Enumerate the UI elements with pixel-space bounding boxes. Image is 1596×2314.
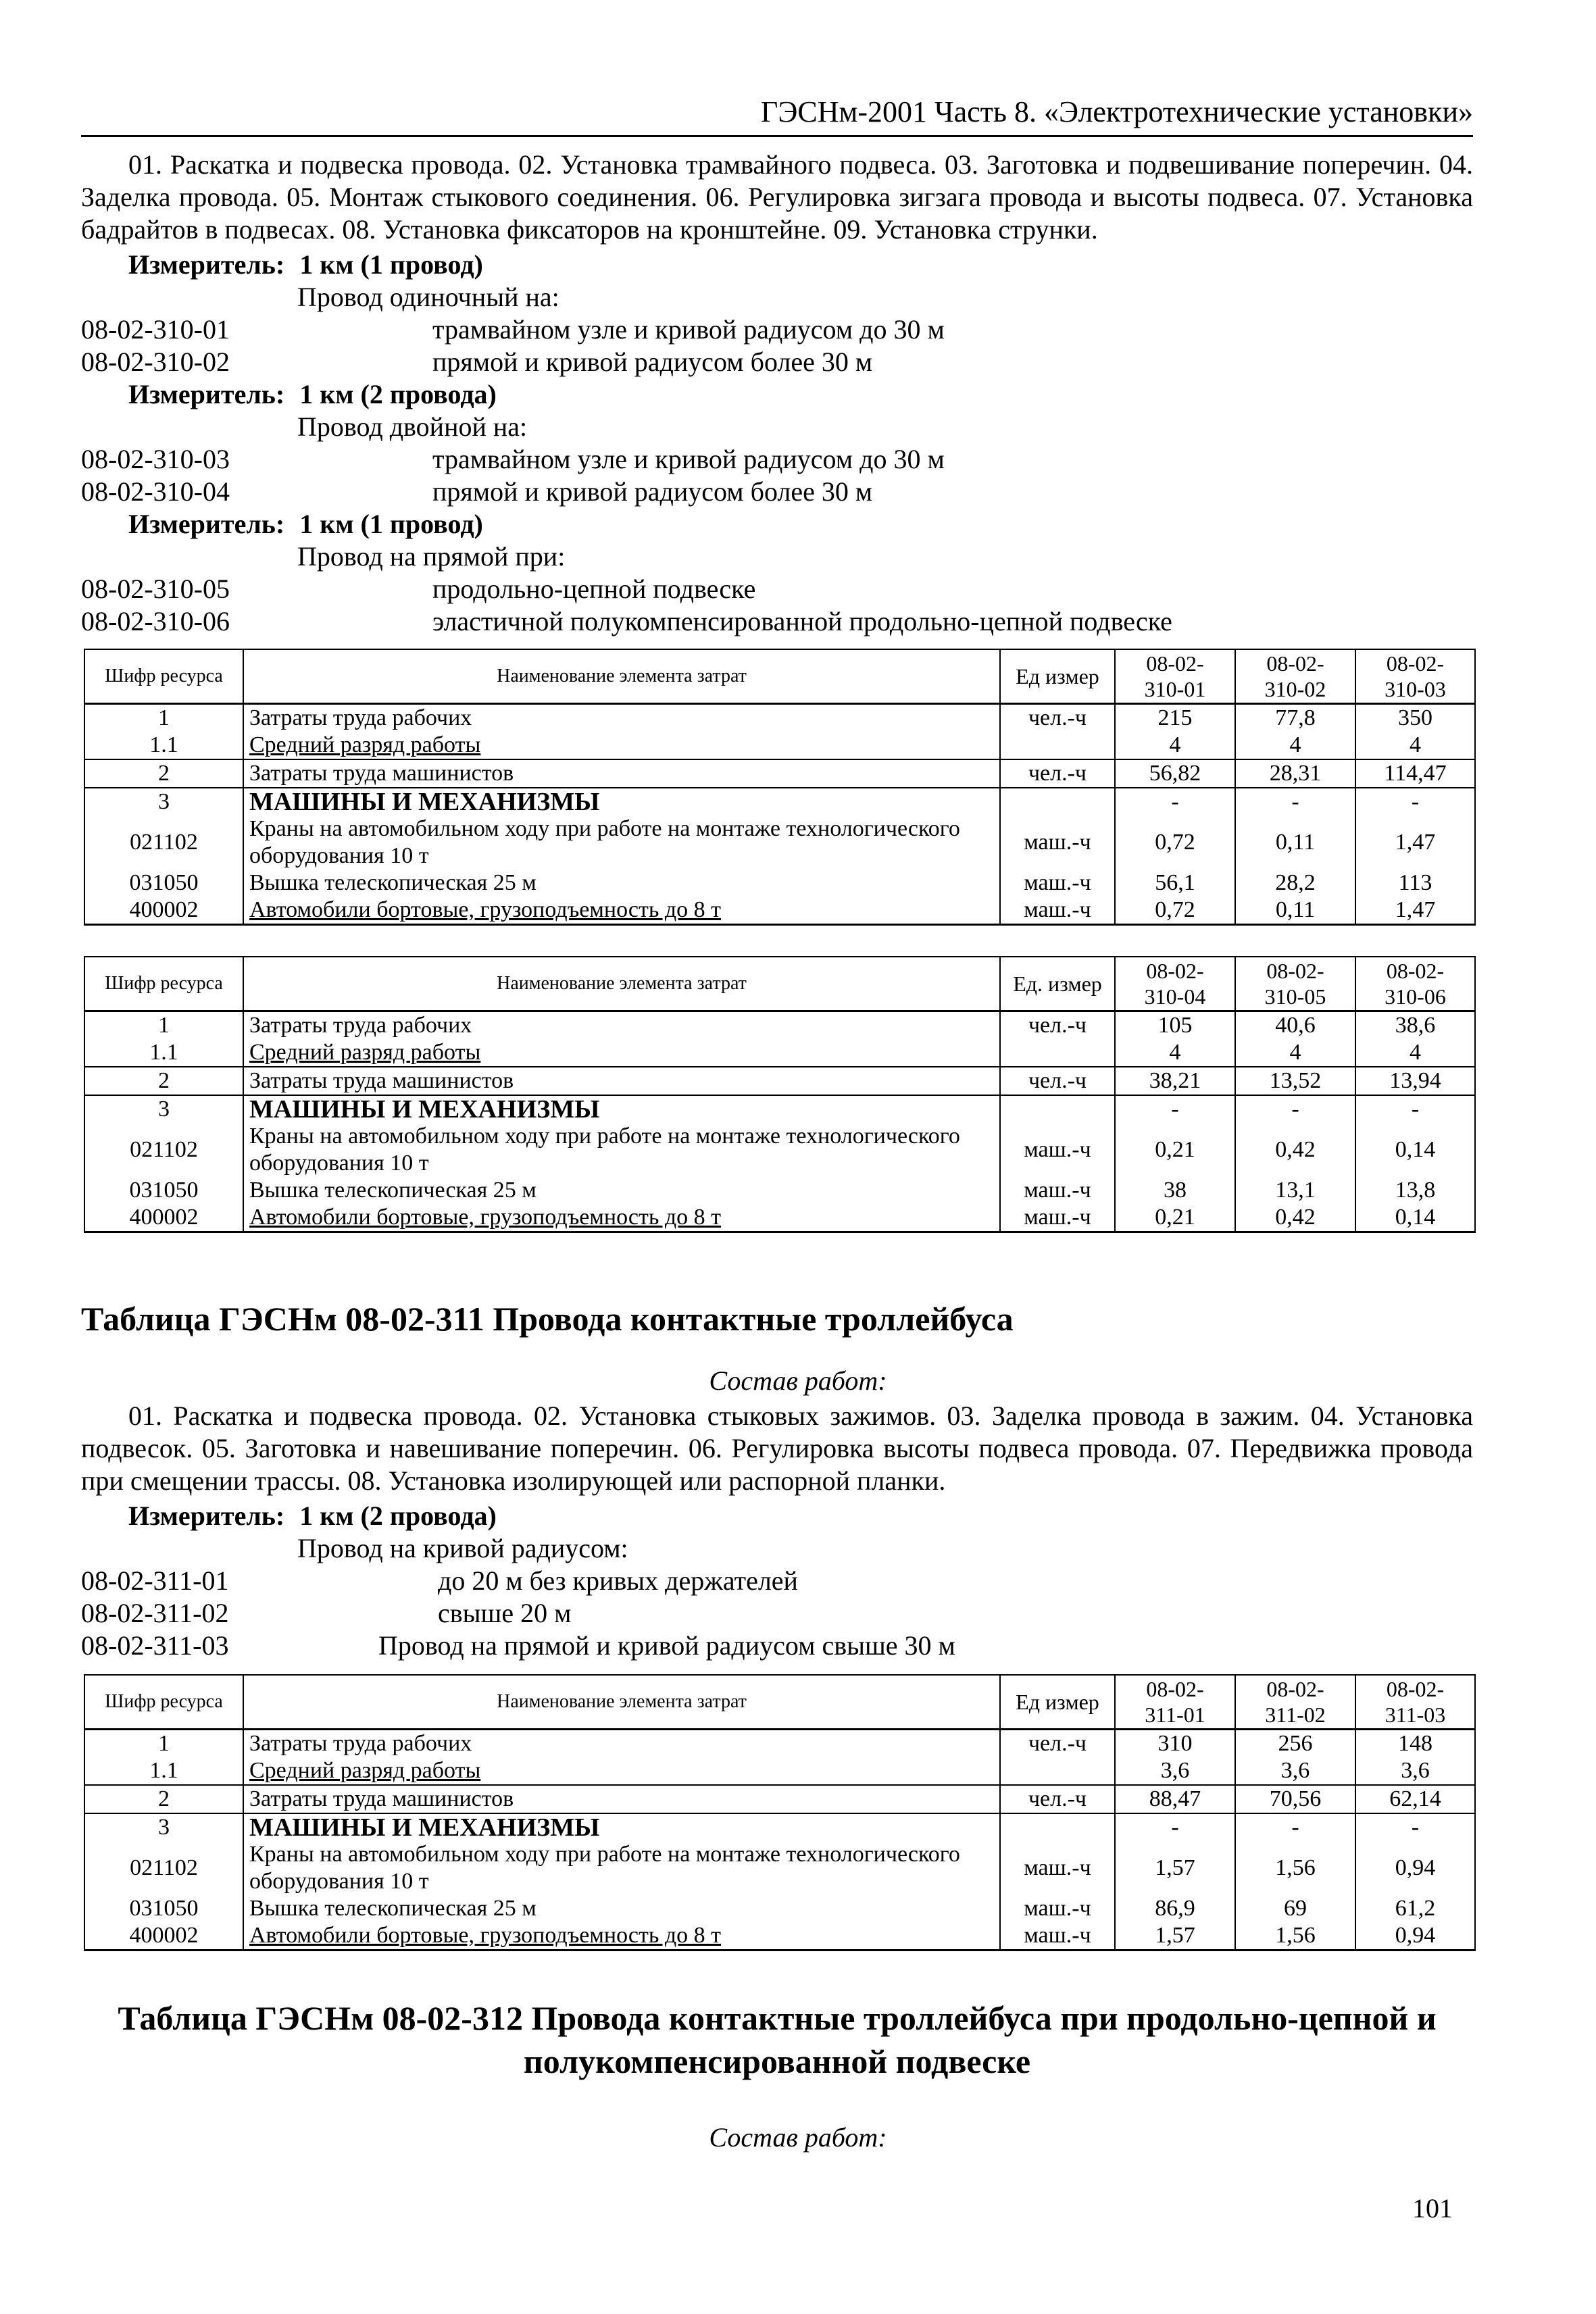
cell-code: 2 (84, 1067, 243, 1095)
header-norm-suffix: 310-01 (1144, 677, 1206, 701)
cell-name: МАШИНЫ И МЕХАНИЗМЫ (243, 1095, 1000, 1123)
cell-code: 021102 (84, 1123, 243, 1177)
header-name: Наименование элемента затрат (243, 957, 1000, 1011)
table-title-312 (81, 1996, 1473, 2083)
cell-code: 400002 (84, 1204, 243, 1232)
header-name: Наименование элемента затрат (243, 649, 1000, 704)
cell-code: 1.1 (84, 1757, 243, 1785)
header-norm-suffix: 310-02 (1264, 677, 1326, 701)
cell-code: 1.1 (84, 1039, 243, 1067)
measure-label: Измеритель: (128, 1501, 285, 1531)
measure-310-2 (128, 378, 497, 411)
item-code: 08-02-310-03 (81, 444, 230, 474)
cell-code: 031050 (84, 1177, 243, 1204)
item-row (81, 605, 1473, 638)
cell-unit: маш.-ч (1000, 1922, 1115, 1951)
table-row (84, 1095, 1475, 1123)
header-code: Шифр ресурса (84, 1675, 243, 1730)
cell-name: Затраты труда рабочих (243, 1730, 1000, 1758)
table-row (84, 1922, 1475, 1951)
cell-code: 031050 (84, 1895, 243, 1922)
running-header: ГЭСНм-2001 Часть 8. «Электротехнические установки» (81, 95, 1473, 137)
cell-code: 3 (84, 1095, 243, 1123)
table-row (84, 815, 1475, 870)
table-row (84, 870, 1475, 897)
cell-value: 77,8 (1235, 704, 1355, 732)
cell-name: Краны на автомобильном ходу при работе на монтаже технологического оборудования 10 т (243, 1123, 1000, 1177)
item-code: 08-02-311-03 (81, 1630, 229, 1661)
header-norm-v3 (1355, 1675, 1475, 1730)
header-unit: Ед измер (1000, 1675, 1115, 1730)
cell-code: 031050 (84, 870, 243, 897)
resource-table-311 (84, 1674, 1476, 1951)
cell-unit: чел.-ч (1000, 704, 1115, 732)
composition-label: Состав работ: (709, 1365, 887, 1396)
cell-value: 0,21 (1115, 1204, 1235, 1232)
header-norm-suffix: 311-03 (1385, 1703, 1446, 1727)
header-norm-v1 (1115, 649, 1235, 704)
item-row (81, 1597, 1473, 1630)
cell-unit (1000, 1095, 1115, 1123)
table-row (84, 1813, 1475, 1841)
cell-value: 0,14 (1355, 1204, 1475, 1232)
header-norm-v1 (1115, 1675, 1235, 1730)
item-code: 08-02-311-01 (81, 1565, 229, 1596)
item-text: трамвайном узле и кривой радиусом до 30 м (432, 314, 945, 345)
table-header-row (84, 957, 1475, 1011)
cell-value: - (1235, 1095, 1355, 1123)
measure-value: 1 км (2 провода) (299, 1501, 497, 1531)
cell-value: 1,47 (1355, 815, 1475, 870)
measure-label: Измеритель: (128, 379, 285, 409)
header-code: Шифр ресурса (84, 957, 243, 1011)
table-header-row (84, 649, 1475, 704)
item-text: продольно-цепной подвеске (432, 574, 756, 604)
cell-value: - (1355, 788, 1475, 815)
cell-name: Затраты труда машинистов (243, 759, 1000, 788)
cell-unit (1000, 1039, 1115, 1067)
item-row (81, 573, 1473, 605)
resource-table-310-a (84, 649, 1476, 926)
cell-value: 1,57 (1115, 1922, 1235, 1951)
item-text: свыше 20 м (438, 1598, 572, 1628)
item-row (81, 476, 1473, 508)
cell-value: 13,1 (1235, 1177, 1355, 1204)
item-row (81, 1565, 1473, 1597)
cell-unit: маш.-ч (1000, 815, 1115, 870)
header-norm-v1 (1115, 957, 1235, 1011)
header-norm-suffix: 311-02 (1265, 1703, 1326, 1727)
header-unit: Ед измер (1000, 649, 1115, 704)
cell-code: 2 (84, 759, 243, 788)
cell-value: 105 (1115, 1011, 1235, 1040)
cell-value: - (1355, 1095, 1475, 1123)
item-code: 08-02-310-06 (81, 606, 230, 636)
cell-name: МАШИНЫ И МЕХАНИЗМЫ (243, 1813, 1000, 1841)
header-norm-prefix: 08-02- (1386, 959, 1445, 983)
table-row (84, 1011, 1475, 1040)
cell-code: 400002 (84, 897, 243, 925)
cell-unit (1000, 1813, 1115, 1841)
subheading-310-1: Провод одиночный на: (297, 282, 559, 312)
cell-name: Затраты труда машинистов (243, 1785, 1000, 1813)
cell-code: 3 (84, 1813, 243, 1841)
header-norm-suffix: 310-05 (1264, 984, 1326, 1009)
item-code: 08-02-311-02 (81, 1598, 229, 1628)
cell-value: 69 (1235, 1895, 1355, 1922)
cell-value: 38,6 (1355, 1011, 1475, 1040)
cell-value: 3,6 (1355, 1757, 1475, 1785)
cell-value: 1,47 (1355, 897, 1475, 925)
cell-value: 62,14 (1355, 1785, 1475, 1813)
cell-value: 3,6 (1235, 1757, 1355, 1785)
subheading-310-2: Провод двойной на: (297, 411, 528, 442)
cell-name: Затраты труда рабочих (243, 1011, 1000, 1040)
header-norm-prefix: 08-02- (1266, 651, 1324, 676)
cell-value: 310 (1115, 1730, 1235, 1758)
cell-name: Вышка телескопическая 25 м (243, 1177, 1000, 1204)
cell-unit: чел.-ч (1000, 759, 1115, 788)
table-row (84, 788, 1475, 815)
cell-value: - (1355, 1813, 1475, 1841)
cell-code: 021102 (84, 815, 243, 870)
cell-code: 2 (84, 1785, 243, 1813)
cell-code: 1.1 (84, 732, 243, 759)
measure-label: Измеритель: (128, 509, 285, 539)
item-row (81, 1630, 1473, 1662)
measure-310-3 (128, 508, 483, 540)
table-row (84, 1067, 1475, 1095)
item-code: 08-02-310-04 (81, 476, 230, 507)
cell-value: 56,1 (1115, 870, 1235, 897)
cell-value: 256 (1235, 1730, 1355, 1758)
cell-name: Автомобили бортовые, грузоподъемность до 8 т (243, 897, 1000, 925)
cell-value: 28,31 (1235, 759, 1355, 788)
table-row (84, 1177, 1475, 1204)
item-code: 08-02-310-01 (81, 314, 230, 345)
cell-value: 215 (1115, 704, 1235, 732)
cell-name: Средний разряд работы (243, 732, 1000, 759)
cell-unit: маш.-ч (1000, 1841, 1115, 1895)
header-norm-v2 (1235, 1675, 1355, 1730)
item-text: Провод на прямой и кривой радиусом свыше 30 м (378, 1630, 955, 1661)
cell-name: Краны на автомобильном ходу при работе на монтаже технологического оборудования 10 т (243, 1841, 1000, 1895)
cell-value: - (1115, 1095, 1235, 1123)
item-text: до 20 м без кривых держателей (438, 1565, 798, 1596)
cell-unit (1000, 732, 1115, 759)
cell-value: - (1235, 1813, 1355, 1841)
header-norm-prefix: 08-02- (1146, 959, 1204, 983)
table-title-312-line2: полукомпенсированной подвеске (523, 2042, 1031, 2080)
cell-value: 0,42 (1235, 1204, 1355, 1232)
table-title-312-line1: Таблица ГЭСНм 08-02-312 Провода контактные троллейбуса при продольно-цепной и (118, 1999, 1437, 2037)
page-number: 101 (1412, 2193, 1453, 2223)
cell-value: 4 (1355, 732, 1475, 759)
cell-value: 4 (1115, 1039, 1235, 1067)
header-norm-prefix: 08-02- (1146, 1677, 1204, 1701)
header-norm-v3 (1355, 957, 1475, 1011)
header-norm-prefix: 08-02- (1266, 959, 1324, 983)
cell-name: Затраты труда рабочих (243, 704, 1000, 732)
item-code: 08-02-310-02 (81, 347, 230, 377)
cell-unit: маш.-ч (1000, 1177, 1115, 1204)
work-composition-311: 01. Раскатка и подвеска провода. 02. Установка стыковых зажимов. 03. Заделка провода в зажим. 04. Установка подвесок. 05. Заготовка и навешивание поперечин. 06. Регулировка высоты подвеса провода. 07. Передвижка провода при смещении трассы. 08. Установка изолирующей или распорной планки. (81, 1401, 1473, 1496)
cell-value: 1,56 (1235, 1922, 1355, 1951)
cell-value: 61,2 (1355, 1895, 1475, 1922)
table-row (84, 1841, 1475, 1895)
header-norm-suffix: 311-01 (1145, 1703, 1205, 1727)
cell-code: 1 (84, 704, 243, 732)
measure-value: 1 км (1 провод) (299, 249, 483, 280)
cell-value: 1,57 (1115, 1841, 1235, 1895)
cell-value: 4 (1235, 1039, 1355, 1067)
measure-value: 1 км (2 провода) (299, 379, 497, 409)
resource-table-310-b (84, 956, 1476, 1233)
item-text: трамвайном узле и кривой радиусом до 30 м (432, 444, 945, 474)
cell-value: 70,56 (1235, 1785, 1355, 1813)
table-row (84, 759, 1475, 788)
header-norm-suffix: 310-03 (1385, 677, 1446, 701)
header-unit: Ед. измер (1000, 957, 1115, 1011)
table-row (84, 732, 1475, 759)
cell-name: Затраты труда машинистов (243, 1067, 1000, 1095)
cell-code: 1 (84, 1730, 243, 1758)
table-row (84, 704, 1475, 732)
header-norm-v2 (1235, 649, 1355, 704)
cell-unit (1000, 1757, 1115, 1785)
item-code: 08-02-310-05 (81, 574, 230, 604)
item-row (81, 313, 1473, 346)
cell-value: 56,82 (1115, 759, 1235, 788)
cell-unit: маш.-ч (1000, 1123, 1115, 1177)
measure-label: Измеритель: (128, 249, 285, 280)
cell-value: 0,21 (1115, 1123, 1235, 1177)
cell-unit: маш.-ч (1000, 897, 1115, 925)
cell-value: 4 (1355, 1039, 1475, 1067)
cell-value: 0,14 (1355, 1123, 1475, 1177)
cell-value: 13,52 (1235, 1067, 1355, 1095)
cell-unit (1000, 788, 1115, 815)
cell-value: 113 (1355, 870, 1475, 897)
cell-code: 021102 (84, 1841, 243, 1895)
cell-unit: маш.-ч (1000, 1204, 1115, 1232)
measure-value: 1 км (1 провод) (299, 509, 483, 539)
table-row (84, 1757, 1475, 1785)
cell-name: МАШИНЫ И МЕХАНИЗМЫ (243, 788, 1000, 815)
cell-unit: чел.-ч (1000, 1011, 1115, 1040)
cell-name: Автомобили бортовые, грузоподъемность до 8 т (243, 1922, 1000, 1951)
table-row (84, 1039, 1475, 1067)
item-text: прямой и кривой радиусом более 30 м (432, 476, 873, 507)
cell-value: 13,94 (1355, 1067, 1475, 1095)
cell-value: 0,42 (1235, 1123, 1355, 1177)
cell-value: 3,6 (1115, 1757, 1235, 1785)
item-row (81, 346, 1473, 378)
cell-unit: чел.-ч (1000, 1730, 1115, 1758)
cell-name: Автомобили бортовые, грузоподъемность до 8 т (243, 1204, 1000, 1232)
table-row (84, 1204, 1475, 1232)
cell-name: Вышка телескопическая 25 м (243, 870, 1000, 897)
cell-value: 0,72 (1115, 815, 1235, 870)
header-norm-suffix: 310-06 (1385, 984, 1446, 1009)
cell-value: 0,11 (1235, 897, 1355, 925)
cell-value: - (1115, 1813, 1235, 1841)
header-code: Шифр ресурса (84, 649, 243, 704)
header-norm-suffix: 310-04 (1144, 984, 1206, 1009)
item-text: прямой и кривой радиусом более 30 м (432, 347, 873, 377)
table-row (84, 1123, 1475, 1177)
header-norm-prefix: 08-02- (1386, 651, 1445, 676)
work-composition-310: 01. Раскатка и подвеска провода. 02. Установка трамвайного подвеса. 03. Заготовка и подвешивание поперечин. 04. Заделка провода. 05. Монтаж стыкового соединения. 06. Регулировка зигзага провода и высоты подвеса. 07. Установка бадрайтов в подвесах. 08. Установка фиксаторов на кронштейне. 09. Установка струнки. (81, 149, 1473, 245)
header-norm-v3 (1355, 649, 1475, 704)
cell-value: 1,56 (1235, 1841, 1355, 1895)
header-norm-v2 (1235, 957, 1355, 1011)
cell-value: 88,47 (1115, 1785, 1235, 1813)
cell-value: 28,2 (1235, 870, 1355, 897)
header-name: Наименование элемента затрат (243, 1675, 1000, 1730)
cell-name: Вышка телескопическая 25 м (243, 1895, 1000, 1922)
cell-value: 114,47 (1355, 759, 1475, 788)
subheading-310-3: Провод на прямой при: (297, 541, 566, 572)
table-title-311: Таблица ГЭСНм 08-02-311 Провода контактные троллейбуса (81, 1300, 1014, 1338)
cell-value: 86,9 (1115, 1895, 1235, 1922)
cell-value: - (1115, 788, 1235, 815)
cell-value: 38,21 (1115, 1067, 1235, 1095)
item-row (81, 443, 1473, 476)
cell-value: 350 (1355, 704, 1475, 732)
cell-value: - (1235, 788, 1355, 815)
cell-unit: чел.-ч (1000, 1785, 1115, 1813)
composition-label-312: Состав работ: (709, 2122, 887, 2153)
cell-unit: маш.-ч (1000, 1895, 1115, 1922)
cell-value: 13,8 (1355, 1177, 1475, 1204)
table-header-row (84, 1675, 1475, 1730)
header-norm-prefix: 08-02- (1266, 1677, 1324, 1701)
table-row (84, 1785, 1475, 1813)
cell-value: 0,94 (1355, 1922, 1475, 1951)
table-row (84, 1895, 1475, 1922)
cell-value: 4 (1235, 732, 1355, 759)
cell-name: Средний разряд работы (243, 1757, 1000, 1785)
cell-value: 0,72 (1115, 897, 1235, 925)
cell-unit: маш.-ч (1000, 870, 1115, 897)
table-row (84, 897, 1475, 925)
cell-code: 1 (84, 1011, 243, 1040)
header-norm-prefix: 08-02- (1146, 651, 1204, 676)
cell-code: 400002 (84, 1922, 243, 1951)
subheading-311: Провод на кривой радиусом: (297, 1533, 628, 1563)
cell-unit: чел.-ч (1000, 1067, 1115, 1095)
cell-value: 148 (1355, 1730, 1475, 1758)
item-text: эластичной полукомпенсированной продольно-цепной подвеске (432, 606, 1172, 636)
measure-310-1 (128, 249, 483, 281)
header-norm-prefix: 08-02- (1386, 1677, 1445, 1701)
cell-value: 40,6 (1235, 1011, 1355, 1040)
cell-value: 4 (1115, 732, 1235, 759)
cell-name: Средний разряд работы (243, 1039, 1000, 1067)
cell-value: 0,94 (1355, 1841, 1475, 1895)
cell-code: 3 (84, 788, 243, 815)
table-row (84, 1730, 1475, 1758)
measure-311 (128, 1500, 497, 1532)
cell-value: 38 (1115, 1177, 1235, 1204)
cell-value: 0,11 (1235, 815, 1355, 870)
cell-name: Краны на автомобильном ходу при работе на монтаже технологического оборудования 10 т (243, 815, 1000, 870)
